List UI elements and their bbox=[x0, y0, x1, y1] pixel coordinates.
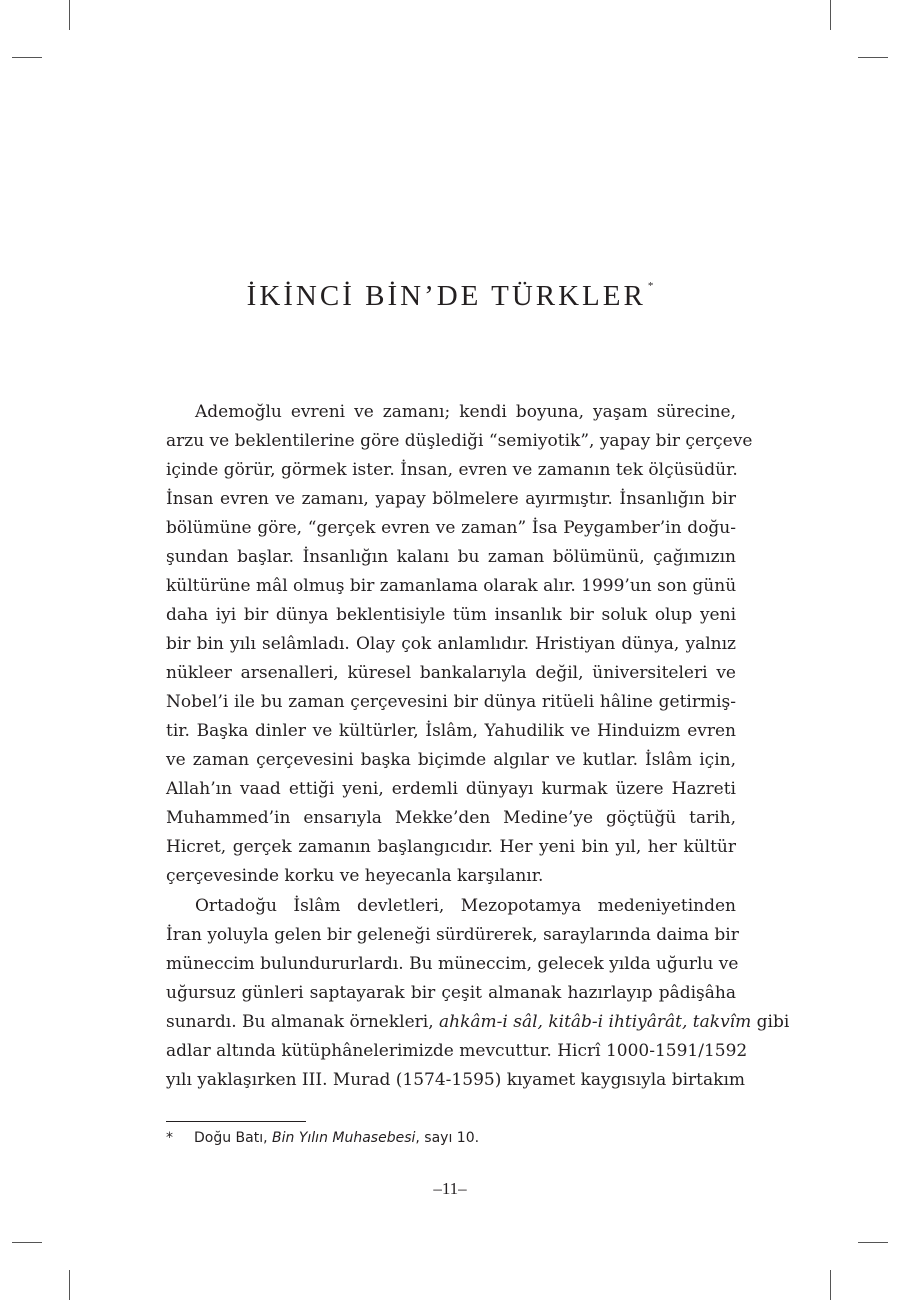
text-line: İran yoluyla gelen bir geleneği sürdürerek, saraylarında daima bir bbox=[166, 925, 739, 945]
text-line: ve zaman çerçevesini başka biçimde algılar ve kutlar. İslâm için, bbox=[166, 750, 736, 770]
footnote-separator bbox=[166, 1121, 306, 1122]
text-line: nükleer arsenalleri, küresel bankalarıyla değil, üniversiteleri ve bbox=[166, 663, 736, 683]
text-line: Muhammed’in ensarıyla Mekke’den Medine’ye göçtüğü tarih, bbox=[166, 808, 736, 828]
crop-mark bbox=[858, 57, 888, 58]
text-line: kültürüne mâl olmuş bir zamanlama olarak alır. 1999’un son günü bbox=[166, 576, 737, 596]
text-line-with-italics bbox=[166, 1008, 790, 1037]
italic-terms: ahkâm-i sâl, kitâb-i ihtiyârât, takvîm bbox=[439, 1012, 752, 1032]
text-line: Allah’ın vaad ettiği yeni, erdemli dünyayı kurmak üzere Hazreti bbox=[166, 779, 736, 799]
crop-mark bbox=[12, 1242, 42, 1243]
text-line: daha iyi bir dünya beklentisiyle tüm insanlık bir soluk olup yeni bbox=[166, 605, 736, 625]
text-line: Hicret, gerçek zamanın başlangıcıdır. Her yeni bin yıl, her kültür bbox=[166, 837, 736, 857]
crop-mark bbox=[69, 0, 70, 30]
paragraph-2 bbox=[166, 892, 790, 1095]
crop-mark bbox=[69, 1270, 70, 1300]
footnote-reference: * bbox=[647, 280, 654, 292]
text-line: çerçevesinde korku ve heyecanla karşılanır. bbox=[166, 866, 544, 886]
text-line: arzu ve beklentilerine göre düşlediği “semiyotik”, yapay bir çerçeve bbox=[166, 431, 753, 451]
text-line: bir bin yılı selâmladı. Olay çok anlamlıdır. Hristiyan dünya, yalnız bbox=[166, 634, 736, 654]
paragraph-1 bbox=[166, 398, 753, 891]
crop-mark bbox=[858, 1242, 888, 1243]
text-line: İnsan evren ve zamanı, yapay bölmelere ayırmıştır. İnsanlığın bir bbox=[166, 489, 736, 509]
text-line: Ortadoğu İslâm devletleri, Mezopotamya medeniyetinden bbox=[195, 896, 736, 916]
chapter-title-text: İKİNCİ BİN’DE TÜRKLER bbox=[246, 280, 646, 312]
text-line: Ademoğlu evreni ve zamanı; kendi boyuna, yaşam sürecine, bbox=[195, 402, 736, 422]
text-line: bölümüne göre, “gerçek evren ve zaman” İsa Peygamber’in doğu- bbox=[166, 518, 736, 538]
footnote-book-title: Bin Yılın Muhasebesi bbox=[272, 1130, 416, 1146]
text-line: adlar altında kütüphânelerimizde mevcuttur. Hicrî 1000-1591/1592 bbox=[166, 1041, 748, 1061]
footnote-text: Doğu Batı, bbox=[194, 1130, 273, 1146]
text-line: yılı yaklaşırken III. Murad (1574-1595) kıyamet kaygısıyla birtakım bbox=[166, 1070, 745, 1090]
text-line: müneccim bulundururlardı. Bu müneccim, gelecek yılda uğurlu ve bbox=[166, 954, 739, 974]
page-number: –11– bbox=[433, 1179, 467, 1198]
footnote bbox=[166, 1128, 736, 1148]
crop-mark bbox=[12, 57, 42, 58]
footnote-marker: * bbox=[166, 1130, 173, 1146]
text-segment: gibi bbox=[751, 1012, 790, 1032]
crop-mark bbox=[830, 0, 831, 30]
text-line: uğursuz günleri saptayarak bir çeşit almanak hazırlayıp pâdişâha bbox=[166, 983, 736, 1003]
text-line: içinde görür, görmek ister. İnsan, evren ve zamanın tek ölçüsüdür. bbox=[166, 460, 738, 480]
text-segment: sunardı. Bu almanak örnekleri, bbox=[166, 1012, 440, 1032]
text-line: tir. Başka dinler ve kültürler, İslâm, Yahudilik ve Hinduizm evren bbox=[166, 721, 736, 741]
footnote-text: , sayı 10. bbox=[415, 1130, 480, 1146]
text-line: Nobel’i ile bu zaman çerçevesini bir dünya ritüeli hâline getirmiş- bbox=[166, 692, 736, 712]
chapter-title bbox=[0, 266, 900, 316]
crop-mark bbox=[830, 1270, 831, 1300]
text-line: şundan başlar. İnsanlığın kalanı bu zaman bölümünü, çağımızın bbox=[166, 547, 736, 567]
